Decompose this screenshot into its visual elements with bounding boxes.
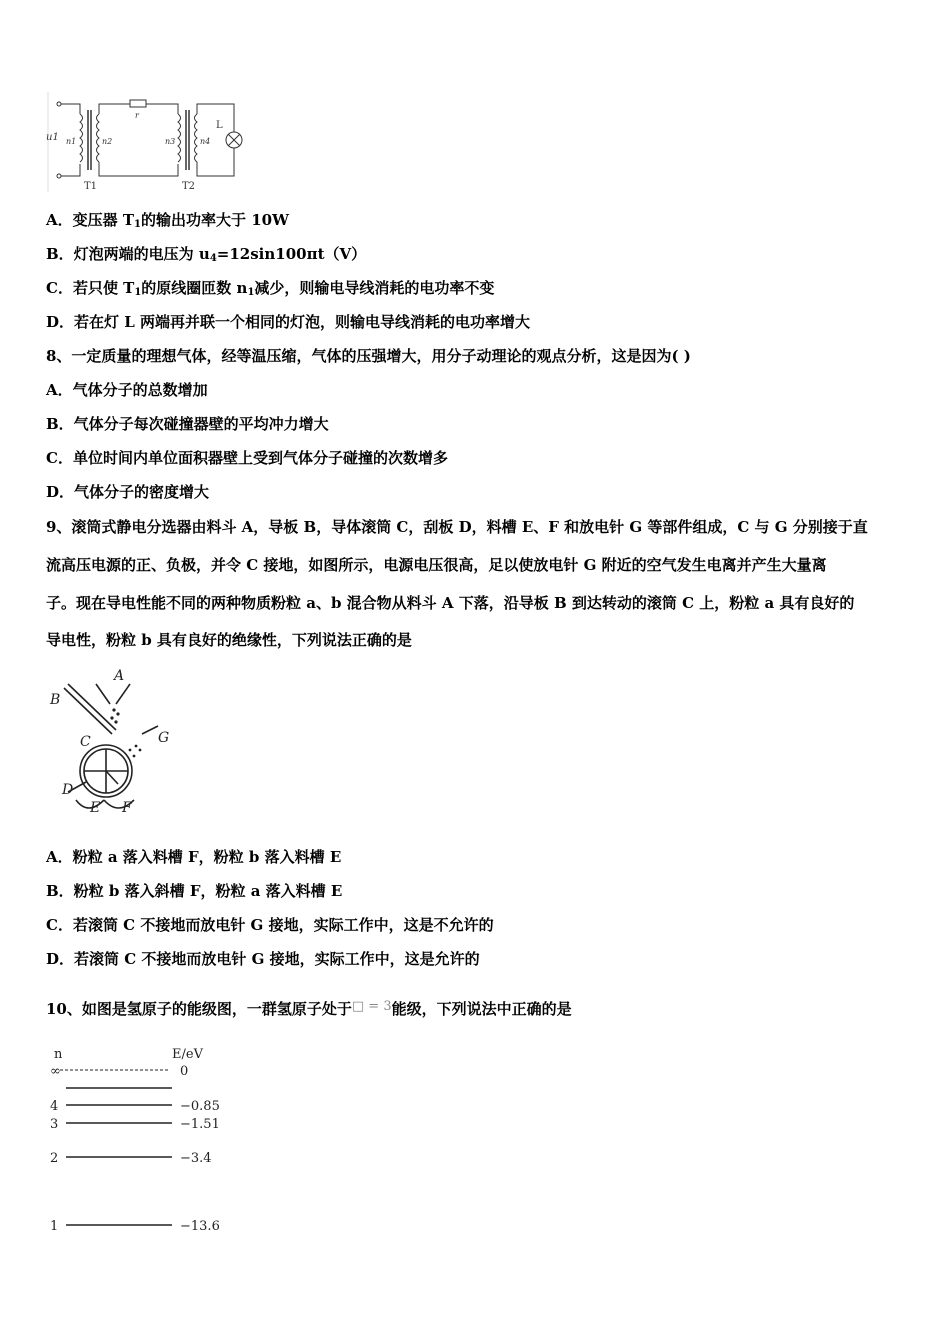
q9-stem-line3: 子。现在导电性能不同的两种物质粉粒 a、b 混合物从料斗 A 下落，沿导板 B 到达转动的滚筒 C 上，粉粒 a 具有良好的 bbox=[46, 594, 855, 612]
lamp-label: L bbox=[216, 120, 223, 131]
drum-label-e: E bbox=[90, 800, 101, 816]
q7-option-a: A．变压器 $T_1$的输出功率大于 10W bbox=[46, 211, 289, 230]
r-label: r bbox=[135, 111, 139, 120]
drum-label-g: G bbox=[158, 730, 170, 746]
q9-option-d: D．若滚筒 C 不接地而放电针 G 接地，实际工作中，这是允许的 bbox=[46, 950, 480, 968]
transformer-circuit-svg bbox=[44, 92, 244, 192]
drum-label-a: A bbox=[114, 668, 125, 684]
u1-label: u1 bbox=[46, 132, 59, 143]
drum-label-f: F bbox=[122, 800, 132, 816]
q7-option-b: B．灯泡两端的电压为 $u_4=12\sin 100\pi t(V)$ bbox=[46, 245, 367, 264]
energy-level-n: ∞ bbox=[50, 1064, 61, 1079]
axis-e-label: E/eV bbox=[172, 1047, 203, 1062]
n2-label: n2 bbox=[102, 137, 113, 146]
energy-level-n: 3 bbox=[50, 1117, 59, 1132]
q8-option-b: B．气体分子每次碰撞器壁的平均冲力增大 bbox=[46, 415, 329, 433]
energy-level-n: 2 bbox=[50, 1151, 59, 1166]
t1-label: T1 bbox=[84, 181, 98, 192]
q9-option-b: B．粉粒 b 落入斜槽 F，粉粒 a 落入料槽 E bbox=[46, 882, 343, 900]
energy-level-e: 0 bbox=[180, 1064, 189, 1079]
drum-separator-figure bbox=[46, 666, 186, 818]
q9-option-a: A．粉粒 a 落入料槽 F，粉粒 b 落入料槽 E bbox=[46, 848, 342, 866]
q10-stem: 10、如图是氢原子的能级图，一群氢原子处于□ = 3能级，下列说法中正确的是 bbox=[46, 999, 572, 1018]
q8-stem: 8、一定质量的理想气体，经等温压缩，气体的压强增大，用分子动理论的观点分析，这是因为( ) bbox=[46, 347, 691, 365]
drum-label-d: D bbox=[62, 782, 74, 798]
q9-stem-line2: 流高压电源的正、负极，并令 C 接地，如图所示，电源电压很高，足以使放电针 G 附近的空气发生电离并产生大量离 bbox=[46, 556, 827, 574]
q9-option-c: C．若滚筒 C 不接地而放电针 G 接地，实际工作中，这是不允许的 bbox=[46, 916, 494, 934]
energy-level-e: −0.85 bbox=[180, 1099, 220, 1114]
q8-option-d: D．气体分子的密度增大 bbox=[46, 483, 210, 501]
energy-level-svg bbox=[44, 1044, 244, 1240]
drum-label-c: C bbox=[80, 734, 91, 750]
energy-level-n: 1 bbox=[50, 1219, 59, 1234]
energy-levels bbox=[50, 1064, 220, 1234]
drum-separator-svg bbox=[46, 666, 186, 818]
energy-level-e: −13.6 bbox=[180, 1219, 220, 1234]
energy-level-e: −1.51 bbox=[180, 1117, 220, 1132]
axis-n-label: n bbox=[54, 1047, 63, 1062]
q8-option-a: A．气体分子的总数增加 bbox=[46, 381, 208, 399]
n4-label: n4 bbox=[200, 137, 211, 146]
energy-level-e: −3.4 bbox=[180, 1151, 212, 1166]
q7-option-d: D．若在灯 L 两端再并联一个相同的灯泡，则输电导线消耗的电功率增大 bbox=[46, 313, 531, 331]
transformer-circuit-figure bbox=[44, 92, 244, 192]
t2-label: T2 bbox=[182, 181, 196, 192]
n3-label: n3 bbox=[165, 137, 176, 146]
q8-option-c: C．单位时间内单位面积器壁上受到气体分子碰撞的次数增多 bbox=[46, 449, 448, 467]
q9-stem-line4: 导电性，粉粒 b 具有良好的绝缘性，下列说法正确的是 bbox=[46, 631, 412, 649]
energy-level-diagram bbox=[44, 1044, 244, 1240]
n1-label: n1 bbox=[66, 137, 77, 146]
drum-label-b: B bbox=[50, 692, 61, 708]
q7-option-c: C．若只使 $T_1$的原线圈匝数 $n_1$减少，则输电导线消耗的电功率不变 bbox=[46, 279, 495, 298]
q9-stem-line1: 9、滚筒式静电分选器由料斗 A，导板 B，导体滚筒 C，刮板 D，料槽 E、F 和放电针 G 等部件组成，C 与 G 分别接于直 bbox=[46, 518, 868, 536]
energy-level-n: 4 bbox=[50, 1099, 59, 1114]
q10-formula: □ = 3 bbox=[351, 999, 392, 1014]
